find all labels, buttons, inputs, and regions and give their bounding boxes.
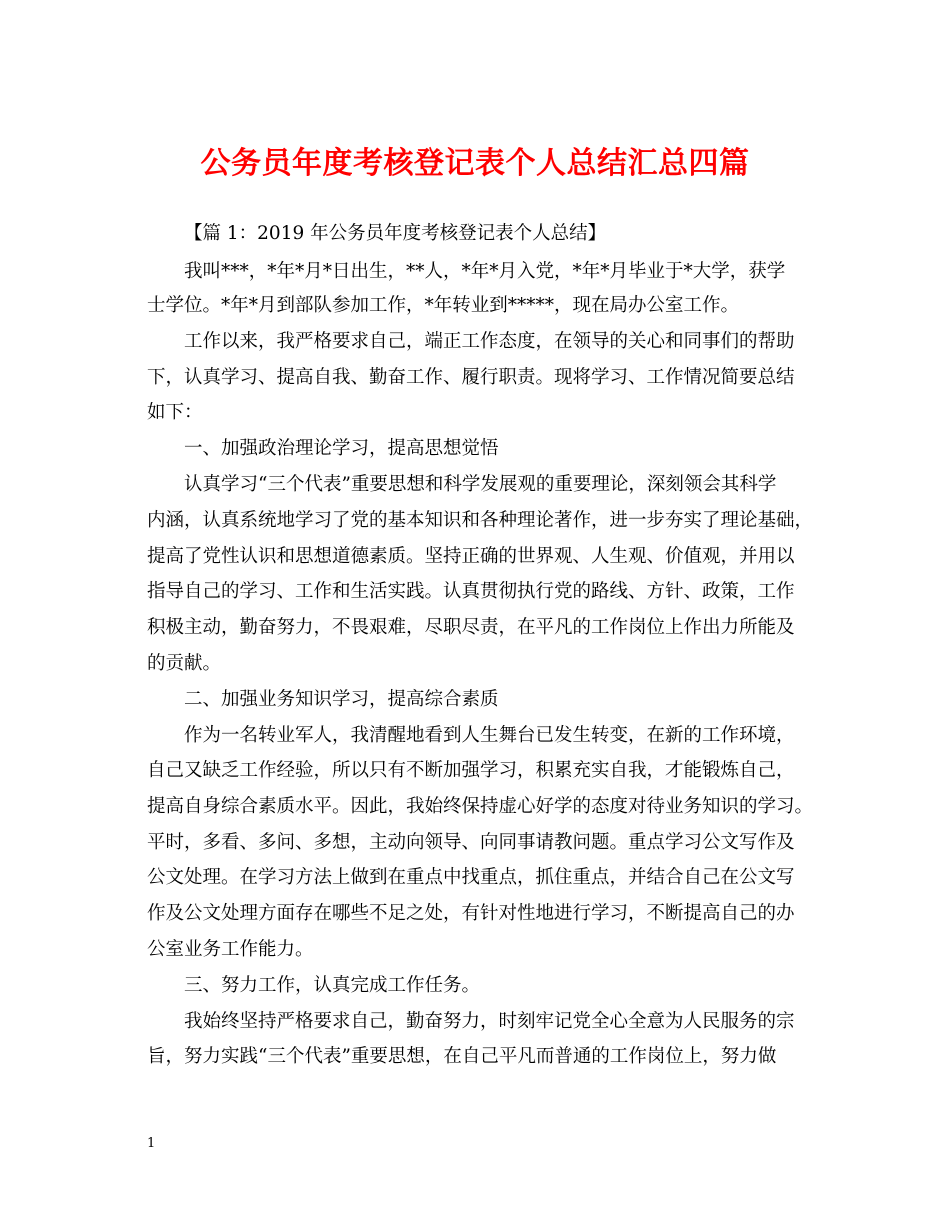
paragraph-line: 自己又缺乏工作经验，所以只有不断加强学习，积累充实自我，才能锻炼自己， (147, 760, 795, 781)
paragraph-line: 的贡献。 (147, 653, 222, 674)
paragraph-line: 工作以来，我严格要求自己，端正工作态度，在领导的关心和同事们的帮助 (184, 331, 795, 352)
paragraph-line: 旨，努力实践“三个代表”重要思想，在自己平凡而普通的工作岗位上，努力做 (147, 1046, 777, 1067)
paragraph-line: 认真学习“三个代表”重要思想和科学发展观的重要理论，深刻领会其科学 (184, 474, 777, 495)
paragraph-line: 如下： (147, 402, 203, 423)
paragraph-line: 指导自己的学习、工作和生活实践。认真贯彻执行党的路线、方针、政策，工作 (147, 581, 795, 602)
paragraph-line: 我叫***，*年*月*日出生，**人，*年*月入党，*年*月毕业于*大学，获学 (184, 261, 786, 282)
section-heading: 【篇 1：2019 年公务员年度考核登记表个人总结】 (184, 223, 607, 244)
document-title: 公务员年度考核登记表个人总结汇总四篇 (200, 146, 750, 181)
paragraph-line: 下，认真学习、提高自我、勤奋工作、履行职责。现将学习、工作情况简要总结 (147, 367, 795, 388)
paragraph-line: 平时，多看、多问、多想，主动向领导、向同事请教问题。重点学习公文写作及 (147, 832, 795, 853)
subheading: 二、加强业务知识学习，提高综合素质 (184, 689, 499, 710)
subheading: 一、加强政治理论学习，提高思想觉悟 (184, 438, 499, 459)
paragraph-line: 作为一名转业军人，我清醒地看到人生舞台已发生转变，在新的工作环境， (184, 725, 795, 746)
paragraph-line: 士学位。*年*月到部队参加工作，*年转业到*****，现在局办公室工作。 (147, 295, 740, 316)
paragraph-line: 公室业务工作能力。 (147, 939, 314, 960)
paragraph-line: 提高自身综合素质水平。因此，我始终保持虚心好学的态度对待业务知识的学习。 (147, 796, 814, 817)
paragraph-line: 提高了党性认识和思想道德素质。坚持正确的世界观、人生观、价值观，并用以 (147, 546, 795, 567)
paragraph-line: 作及公文处理方面存在哪些不足之处，有针对性地进行学习，不断提高自己的办 (147, 903, 795, 924)
subheading: 三、努力工作，认真完成工作任务。 (184, 975, 481, 996)
paragraph-line: 积极主动，勤奋努力，不畏艰难，尽职尽责，在平凡的工作岗位上作出力所能及 (147, 617, 795, 638)
page-number: 1 (147, 1136, 156, 1151)
paragraph-line: 公文处理。在学习方法上做到在重点中找重点，抓住重点，并结合自己在公文写 (147, 867, 795, 888)
paragraph-line: 我始终坚持严格要求自己，勤奋努力，时刻牢记党全心全意为人民服务的宗 (184, 1011, 795, 1032)
paragraph-line: 内涵，认真系统地学习了党的基本知识和各种理论著作，进一步夯实了理论基础， (147, 510, 814, 531)
